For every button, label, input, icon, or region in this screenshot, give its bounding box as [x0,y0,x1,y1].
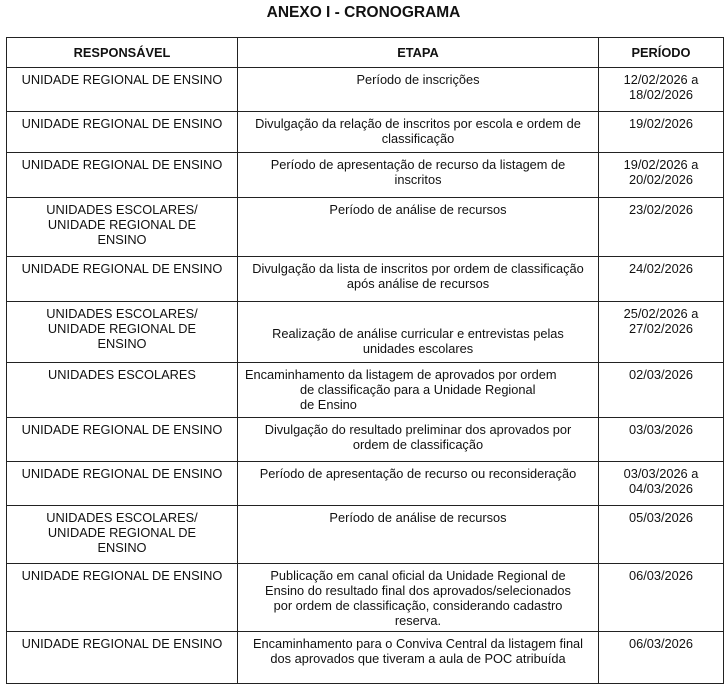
table-row [7,632,724,684]
cell-responsavel: UNIDADE REGIONAL DE ENSINO [7,257,238,302]
cell-periodo [599,462,724,506]
cell-etapa: Período de inscrições [238,68,599,112]
etapa-text: Realização de análise curricular e entrevistas pelas unidades escolares [272,326,564,356]
table-row [7,153,724,198]
cell-periodo: 19/02/2026 [599,112,724,153]
header-etapa: ETAPA [238,38,599,68]
cell-periodo: 05/03/2026 [599,506,724,564]
responsavel-text: UNIDADES ESCOLARES/ UNIDADE REGIONAL DE ENSINO [46,202,198,247]
etapa-text: Publicação em canal oficial da Unidade Regional de Ensino do resultado final dos aprovados/selecionados por ordem de classificação, considerando cadastro reserva. [265,568,571,628]
table-row [7,418,724,462]
cell-periodo: 06/03/2026 [599,564,724,632]
table-row [7,68,724,112]
cell-responsavel: UNIDADE REGIONAL DE ENSINO [7,418,238,462]
table-row [7,198,724,257]
table-row [7,257,724,302]
cell-etapa: Período de análise de recursos [238,198,599,257]
cell-etapa [238,418,599,462]
cell-responsavel: UNIDADE REGIONAL DE ENSINO [7,462,238,506]
page-title: ANEXO I - CRONOGRAMA [266,4,461,21]
header-periodo: PERÍODO [599,38,724,68]
table-row [7,506,724,564]
cell-periodo: 03/03/2026 [599,418,724,462]
cell-etapa: Divulgação da relação de inscritos por escola e ordem de classificação [238,112,599,153]
cell-etapa [238,153,599,198]
cell-responsavel: UNIDADE REGIONAL DE ENSINO [7,564,238,632]
etapa-line-2: de classificação para a Unidade Regional de Ensino [300,382,536,412]
table-header-row [7,38,724,68]
table-row [7,112,724,153]
cell-etapa: Encaminhamento para o Conviva Central da listagem final dos aprovados que tiveram a aula de POC atribuída [238,632,599,684]
cell-periodo: 02/03/2026 [599,363,724,418]
cell-responsavel [7,198,238,257]
header-responsavel: RESPONSÁVEL [7,38,238,68]
cell-periodo [599,153,724,198]
periodo-text: 19/02/2026 a 20/02/2026 [623,157,699,187]
cell-responsavel: UNIDADE REGIONAL DE ENSINO [7,153,238,198]
cell-etapa: Período de apresentação de recurso ou reconsideração [238,462,599,506]
cell-etapa [238,564,599,632]
cell-periodo: 23/02/2026 [599,198,724,257]
cell-etapa [238,302,599,363]
periodo-text: 25/02/2026 a 27/02/2026 [623,306,699,336]
cell-responsavel [7,506,238,564]
periodo-text: 12/02/2026 a 18/02/2026 [623,72,699,102]
cell-etapa: Período de análise de recursos [238,506,599,564]
cell-responsavel: UNIDADE REGIONAL DE ENSINO [7,632,238,684]
cell-responsavel: UNIDADE REGIONAL DE ENSINO [7,68,238,112]
table-row [7,302,724,363]
cell-periodo [599,68,724,112]
table-row [7,564,724,632]
etapa-text: Divulgação do resultado preliminar dos aprovados por ordem de classificação [264,422,572,452]
cell-etapa: Divulgação da lista de inscritos por ordem de classificação após análise de recursos [238,257,599,302]
cell-periodo: 24/02/2026 [599,257,724,302]
etapa-line-1: Encaminhamento da listagem de aprovados por ordem [245,367,557,382]
cell-responsavel [7,302,238,363]
responsavel-text: UNIDADES ESCOLARES/ UNIDADE REGIONAL DE ENSINO [46,306,198,351]
table-row [7,462,724,506]
cell-periodo: 06/03/2026 [599,632,724,684]
cell-responsavel: UNIDADE REGIONAL DE ENSINO [7,112,238,153]
etapa-text: Período de apresentação de recurso da listagem de inscritos [270,157,566,187]
cell-periodo [599,302,724,363]
schedule-table [6,37,724,684]
cell-etapa [238,363,599,418]
cell-responsavel: UNIDADES ESCOLARES [7,363,238,418]
responsavel-text: UNIDADES ESCOLARES/ UNIDADE REGIONAL DE ENSINO [46,510,198,555]
periodo-text: 03/03/2026 a 04/03/2026 [623,466,699,496]
table-row [7,363,724,418]
